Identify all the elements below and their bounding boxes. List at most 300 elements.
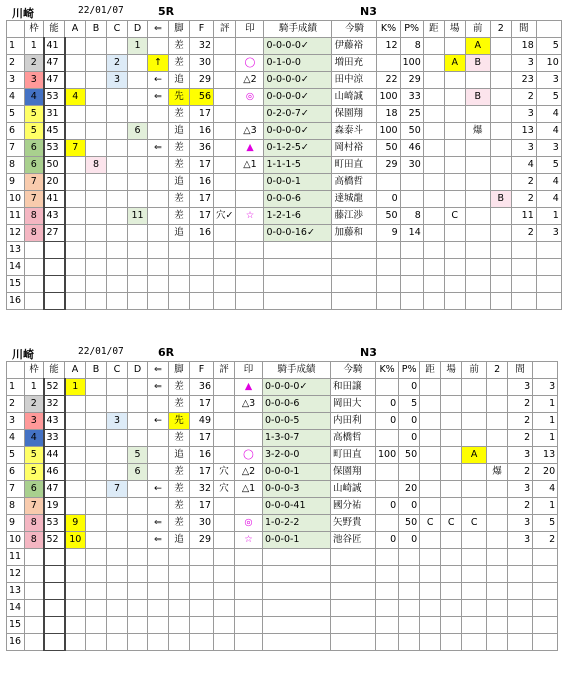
col-b	[86, 174, 107, 191]
interval-a: 3	[508, 515, 533, 532]
dist	[420, 464, 441, 481]
waku: 7	[25, 191, 44, 208]
table-row	[7, 566, 558, 583]
col-b: 8	[86, 157, 107, 174]
mark	[236, 293, 264, 310]
direction-arrow	[148, 106, 169, 123]
row-num: 5	[7, 106, 25, 123]
col-c	[107, 38, 128, 55]
waku: 4	[25, 430, 44, 447]
waku	[25, 276, 44, 293]
race-date: 22/01/07	[78, 346, 124, 357]
col-b	[86, 379, 107, 396]
waku: 8	[25, 208, 44, 225]
col-c	[107, 379, 128, 396]
direction-arrow	[148, 174, 169, 191]
header-col-a: A	[65, 21, 86, 38]
col-d	[128, 157, 148, 174]
jockey-name: 町田直	[331, 447, 376, 464]
table-row	[7, 413, 558, 430]
p-percent: 8	[400, 38, 423, 55]
jockey-name	[331, 634, 376, 651]
direction-arrow	[148, 276, 169, 293]
f-score: 17	[190, 106, 214, 123]
second	[490, 157, 511, 174]
jockey-name	[331, 600, 376, 617]
jockey-name: 高橋哲	[331, 430, 376, 447]
header-waku: 枠	[25, 362, 44, 379]
mark	[235, 430, 263, 447]
direction-arrow	[148, 617, 169, 634]
header-interval-a: 間	[511, 21, 536, 38]
interval-a: 3	[508, 532, 533, 549]
col-c	[107, 515, 128, 532]
row-num: 13	[7, 242, 25, 259]
kyaku-style: 差	[169, 208, 190, 225]
header-col-b: B	[86, 21, 107, 38]
row-num: 13	[7, 583, 25, 600]
k-percent: 100	[376, 447, 399, 464]
col-a	[65, 396, 86, 413]
venue-fit	[444, 276, 465, 293]
waku: 1	[25, 379, 44, 396]
col-b	[86, 242, 107, 259]
f-score: 16	[190, 123, 214, 140]
col-c	[107, 566, 128, 583]
hyo-note	[214, 293, 236, 310]
header-dist: 距	[423, 21, 444, 38]
nou-score: 53	[44, 89, 65, 106]
prev	[462, 566, 487, 583]
jockey-name: 和田譲	[331, 379, 376, 396]
col-a: 7	[65, 140, 86, 157]
dist	[423, 242, 444, 259]
interval-a: 2	[508, 464, 533, 481]
row-num: 9	[7, 515, 25, 532]
interval-b: 4	[536, 123, 561, 140]
header-venue-fit: 場	[441, 362, 462, 379]
nou-score: 27	[44, 225, 65, 242]
hyo-note	[214, 396, 235, 413]
second	[490, 225, 511, 242]
nou-score	[44, 583, 65, 600]
interval-a: 2	[508, 498, 533, 515]
prev: 爆	[465, 123, 490, 140]
f-score: 32	[190, 38, 214, 55]
mark	[236, 174, 264, 191]
venue-fit	[441, 430, 462, 447]
col-b	[86, 259, 107, 276]
dist	[423, 140, 444, 157]
col-b	[86, 481, 107, 498]
mark: ◯	[236, 55, 264, 72]
venue-fit	[441, 379, 462, 396]
waku	[25, 293, 44, 310]
col-d: 5	[128, 447, 148, 464]
table-row	[7, 549, 558, 566]
table-row	[7, 140, 562, 157]
interval-a: 2	[511, 191, 536, 208]
kyaku-style	[169, 276, 190, 293]
nou-score: 46	[44, 464, 65, 481]
jockey-record: 0-0-0-5	[263, 413, 331, 430]
second	[487, 600, 508, 617]
table-row	[7, 55, 562, 72]
waku: 1	[25, 38, 44, 55]
mark: ☆	[235, 532, 263, 549]
col-d	[128, 106, 148, 123]
interval-a: 2	[511, 174, 536, 191]
col-b	[86, 106, 107, 123]
waku: 7	[25, 174, 44, 191]
direction-arrow	[148, 242, 169, 259]
nou-score	[44, 600, 65, 617]
kyaku-style: 先	[169, 89, 190, 106]
col-a	[65, 55, 86, 72]
col-b	[86, 413, 107, 430]
hyo-note	[214, 89, 236, 106]
col-d	[128, 89, 148, 106]
kyaku-style: 差	[169, 106, 190, 123]
interval-b: 3	[533, 379, 558, 396]
f-score: 17	[190, 430, 214, 447]
f-score: 16	[190, 225, 214, 242]
p-percent	[400, 242, 423, 259]
col-a	[65, 413, 86, 430]
hyo-note	[214, 140, 236, 157]
k-percent: 18	[377, 106, 400, 123]
col-d	[128, 174, 148, 191]
header-row-num	[7, 362, 25, 379]
direction-arrow	[148, 225, 169, 242]
waku: 3	[25, 72, 44, 89]
col-c	[107, 617, 128, 634]
jockey-name: 森泰斗	[332, 123, 377, 140]
venue-label: 川崎	[12, 348, 34, 361]
direction-arrow	[148, 498, 169, 515]
kyaku-style: 差	[169, 481, 190, 498]
jockey-name: 岡田大	[331, 396, 376, 413]
waku	[25, 566, 44, 583]
jockey-record: 0-0-0-0✓	[263, 379, 331, 396]
table-row	[7, 447, 558, 464]
table-row	[7, 174, 562, 191]
nou-score: 33	[44, 430, 65, 447]
mark: △1	[235, 481, 263, 498]
nou-score: 53	[44, 140, 65, 157]
header-second: 2	[487, 362, 508, 379]
p-percent: 50	[399, 515, 420, 532]
mark: ▲	[236, 140, 264, 157]
interval-b: 4	[533, 481, 558, 498]
nou-score: 44	[44, 447, 65, 464]
p-percent: 0	[399, 413, 420, 430]
col-c	[107, 89, 128, 106]
second	[490, 242, 511, 259]
venue-fit	[441, 396, 462, 413]
col-b	[86, 464, 107, 481]
jockey-record: 1-0-2-2	[263, 515, 331, 532]
venue-fit	[444, 259, 465, 276]
kyaku-style	[169, 259, 190, 276]
kyaku-style: 差	[169, 464, 190, 481]
row-num: 6	[7, 464, 25, 481]
f-score: 17	[190, 396, 214, 413]
p-percent: 0	[399, 379, 420, 396]
venue-fit: C	[444, 208, 465, 225]
hyo-note	[214, 242, 236, 259]
table-row	[7, 123, 562, 140]
second	[487, 583, 508, 600]
venue-fit	[444, 225, 465, 242]
table-row	[7, 532, 558, 549]
direction-arrow: ←	[148, 481, 169, 498]
direction-arrow	[148, 157, 169, 174]
p-percent	[400, 174, 423, 191]
nou-score: 50	[44, 157, 65, 174]
interval-b: 4	[536, 191, 561, 208]
table-row	[7, 515, 558, 532]
jockey-name: 増田充	[332, 55, 377, 72]
interval-a: 18	[511, 38, 536, 55]
p-percent	[399, 583, 420, 600]
race-header	[6, 343, 558, 361]
header-nou-score: 能	[44, 21, 65, 38]
interval-a: 3	[511, 106, 536, 123]
second	[487, 532, 508, 549]
k-percent	[376, 515, 399, 532]
hyo-note	[214, 157, 236, 174]
mark	[236, 276, 264, 293]
jockey-name: 國分祐	[331, 498, 376, 515]
col-c	[107, 208, 128, 225]
col-c	[107, 293, 128, 310]
nou-score: 20	[44, 174, 65, 191]
hyo-note	[214, 191, 236, 208]
header-col-d: D	[128, 21, 148, 38]
prev: B	[465, 55, 490, 72]
jockey-record: 0-0-0-41	[263, 498, 331, 515]
interval-a: 23	[511, 72, 536, 89]
venue-fit: A	[444, 55, 465, 72]
direction-arrow	[148, 600, 169, 617]
k-percent: 50	[377, 208, 400, 225]
waku: 8	[25, 532, 44, 549]
col-c: 7	[107, 481, 128, 498]
waku: 5	[25, 447, 44, 464]
k-percent: 0	[376, 413, 399, 430]
prev	[465, 191, 490, 208]
table-row	[7, 498, 558, 515]
kyaku-style: 先	[169, 413, 190, 430]
col-d: 11	[128, 208, 148, 225]
venue-fit	[444, 123, 465, 140]
mark: △3	[235, 396, 263, 413]
header-kyaku-style: 脚	[169, 362, 190, 379]
col-c	[107, 430, 128, 447]
race-number: 6R	[158, 346, 175, 359]
col-d: 6	[128, 464, 148, 481]
kyaku-style	[169, 549, 190, 566]
header-dist: 距	[420, 362, 441, 379]
second	[490, 140, 511, 157]
dist	[420, 447, 441, 464]
dist	[423, 72, 444, 89]
col-a	[65, 191, 86, 208]
interval-b: 1	[533, 396, 558, 413]
header-venue-fit: 場	[444, 21, 465, 38]
row-num: 6	[7, 123, 25, 140]
jockey-name: 田中涼	[332, 72, 377, 89]
f-score: 29	[190, 532, 214, 549]
waku	[25, 617, 44, 634]
col-a	[65, 549, 86, 566]
dist	[420, 413, 441, 430]
kyaku-style: 追	[169, 174, 190, 191]
row-num: 10	[7, 191, 25, 208]
second	[490, 208, 511, 225]
f-score	[190, 293, 214, 310]
jockey-record: 0-0-0-6	[264, 191, 332, 208]
jockey-name: 保園翔	[332, 106, 377, 123]
prev	[462, 498, 487, 515]
hyo-note	[214, 174, 236, 191]
interval-a	[508, 617, 533, 634]
prev	[465, 259, 490, 276]
hyo-note	[214, 413, 235, 430]
header-col-c: C	[107, 362, 128, 379]
dist	[423, 191, 444, 208]
mark	[235, 549, 263, 566]
jockey-record: 0-0-0-0✓	[264, 123, 332, 140]
mark	[235, 413, 263, 430]
jockey-record: 0-0-0-0✓	[264, 72, 332, 89]
table-row	[7, 430, 558, 447]
f-score: 49	[190, 413, 214, 430]
mark: △1	[236, 157, 264, 174]
dist	[420, 566, 441, 583]
k-percent: 100	[377, 89, 400, 106]
k-percent	[376, 566, 399, 583]
direction-arrow: ⇐	[148, 532, 169, 549]
kyaku-style: 追	[169, 225, 190, 242]
nou-score: 47	[44, 55, 65, 72]
header-hyo-note: 評	[214, 362, 235, 379]
mark: ◯	[235, 447, 263, 464]
direction-arrow	[148, 634, 169, 651]
jockey-record	[263, 634, 331, 651]
interval-a: 2	[511, 225, 536, 242]
waku: 7	[25, 498, 44, 515]
col-d	[128, 259, 148, 276]
table-row	[7, 276, 562, 293]
second	[490, 38, 511, 55]
prev: B	[465, 89, 490, 106]
second	[487, 515, 508, 532]
hyo-note	[214, 498, 235, 515]
header-f-score: F	[190, 362, 214, 379]
col-a: 10	[65, 532, 86, 549]
direction-arrow	[148, 208, 169, 225]
dist	[420, 617, 441, 634]
p-percent	[400, 191, 423, 208]
f-score	[190, 242, 214, 259]
kyaku-style: 差	[169, 515, 190, 532]
jockey-record: 0-0-0-16✓	[264, 225, 332, 242]
interval-b: 3	[536, 140, 561, 157]
col-b	[86, 293, 107, 310]
col-d: 6	[128, 123, 148, 140]
interval-a	[511, 242, 536, 259]
col-b	[86, 447, 107, 464]
jockey-name	[331, 583, 376, 600]
k-percent	[376, 379, 399, 396]
interval-b	[533, 634, 558, 651]
interval-a	[508, 566, 533, 583]
col-b	[86, 583, 107, 600]
direction-arrow: ←	[148, 413, 169, 430]
prev	[462, 617, 487, 634]
dist	[423, 106, 444, 123]
interval-a: 2	[511, 89, 536, 106]
p-percent	[399, 464, 420, 481]
row-num: 15	[7, 617, 25, 634]
nou-score	[44, 276, 65, 293]
second: B	[490, 191, 511, 208]
col-d	[128, 549, 148, 566]
col-b	[86, 225, 107, 242]
kyaku-style: 差	[169, 430, 190, 447]
jockey-name: 矢野貴	[331, 515, 376, 532]
second	[487, 430, 508, 447]
p-percent	[400, 259, 423, 276]
k-percent	[376, 600, 399, 617]
second	[487, 379, 508, 396]
interval-b: 5	[536, 38, 561, 55]
row-num: 11	[7, 208, 25, 225]
col-c	[107, 396, 128, 413]
hyo-note: 穴	[214, 481, 235, 498]
col-b	[86, 600, 107, 617]
direction-arrow	[148, 123, 169, 140]
row-num: 2	[7, 396, 25, 413]
col-b	[86, 430, 107, 447]
prev	[465, 157, 490, 174]
interval-a	[508, 634, 533, 651]
col-a	[65, 600, 86, 617]
direction-arrow: ⇐	[148, 379, 169, 396]
col-d	[128, 617, 148, 634]
row-num: 15	[7, 276, 25, 293]
k-percent	[376, 464, 399, 481]
col-d	[128, 498, 148, 515]
header-interval-b	[533, 362, 558, 379]
f-score: 30	[190, 55, 214, 72]
jockey-name: 高橋哲	[332, 174, 377, 191]
venue-fit	[441, 498, 462, 515]
f-score	[190, 600, 214, 617]
direction-arrow	[148, 191, 169, 208]
kyaku-style: 追	[169, 123, 190, 140]
kyaku-style: 差	[169, 191, 190, 208]
table-row	[7, 208, 562, 225]
jockey-record: 0-2-0-7✓	[264, 106, 332, 123]
direction-arrow	[148, 447, 169, 464]
interval-b: 3	[536, 72, 561, 89]
kyaku-style	[169, 600, 190, 617]
header-jockey-name: 今騎	[331, 362, 376, 379]
f-score: 36	[190, 379, 214, 396]
